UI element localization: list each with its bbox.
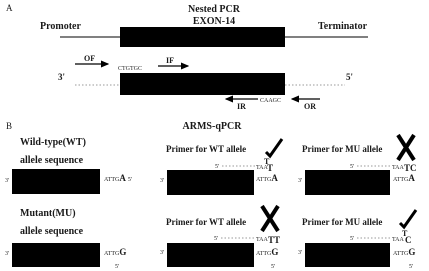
wt-seq-base: A <box>119 173 126 183</box>
mu-seq-base: G <box>119 247 127 257</box>
row1-mid-3prime: 3' <box>160 178 165 184</box>
row1-right-seq-base: A <box>408 173 415 183</box>
row1-right-seq <box>393 173 415 183</box>
primer-wt-label-row1: Primer for WT allele <box>166 144 247 154</box>
row2-mid-tail-t2: T <box>274 235 281 245</box>
row2-right-primer-tail: C <box>405 235 412 245</box>
strand-5prime-label: 5' <box>346 72 354 82</box>
mu-seq-3prime: 3' <box>5 251 10 257</box>
row1-primer-top-left: T <box>264 157 270 166</box>
row1-mid-allele-box <box>167 170 254 195</box>
row2-mid-primer-tail <box>268 235 280 245</box>
row1-right-primer-tail <box>404 163 417 173</box>
mu-label-line1: Mutant(MU) <box>20 208 76 219</box>
row1-right-3prime: 3' <box>298 178 303 184</box>
row2-right-seq-prefix: ATTG <box>393 251 409 257</box>
row2-mid-seq <box>256 247 278 257</box>
row1-right-tail-c: C <box>410 163 417 173</box>
exon-label: EXON-14 <box>192 16 236 27</box>
row1-mid-seq-base: A <box>271 173 278 183</box>
row1-right-seq-prefix: ATTG <box>393 177 409 183</box>
row1-primer-5prime-left: 5' <box>215 164 220 170</box>
promoter-label: Promoter <box>40 21 81 32</box>
nested-pcr-title: Nested PCR <box>188 4 240 15</box>
strand-3prime-label: 3' <box>58 72 66 82</box>
row1-primer-tail-left: T <box>267 163 274 173</box>
row1-mid-seq-prefix: ATTG <box>256 177 272 183</box>
primer-wt-label-row2: Primer for WT allele <box>166 217 247 227</box>
mu-seq-prefix: ATTG <box>104 251 120 257</box>
primer-mu-label-row1: Primer for MU allele <box>302 144 383 154</box>
forward-seq: CTGTGC <box>118 66 142 72</box>
wt-allele-box <box>12 169 100 194</box>
wt-seq-3prime: 3' <box>5 178 10 184</box>
row2-right-3prime: 3' <box>298 250 303 256</box>
terminator-label: Terminator <box>318 21 368 32</box>
row1-mid-seq <box>256 173 278 183</box>
row2-right-seq-base: G <box>408 247 416 257</box>
row2-mid-5prime: 5' <box>214 236 219 242</box>
exon-box-bottom <box>120 73 285 95</box>
cross-icon-row2 <box>262 206 278 231</box>
checkmark-icon-row2 <box>400 210 416 227</box>
row2-mid-seq-base: G <box>271 247 279 257</box>
row2-right-primer-top: T <box>402 229 408 238</box>
mu-seq-5prime: 5' <box>115 264 120 270</box>
checkmark-icon <box>266 139 282 156</box>
mu-label-line2: allele sequence <box>20 226 84 237</box>
exon-box-top <box>120 27 285 47</box>
arms-qpcr-title: ARMS-qPCR <box>182 121 242 132</box>
primer-if-label: IF <box>166 56 174 65</box>
row2-mid-allele-box <box>167 243 254 267</box>
primer-of-label: OF <box>84 54 96 63</box>
row2-right-seq-5prime: 5' <box>409 264 414 270</box>
row1-right-primer-prefix: TAA <box>392 165 404 171</box>
mu-allele-box <box>12 243 100 267</box>
row2-right-seq <box>393 247 415 257</box>
row1-right-tail-t: T <box>404 163 411 173</box>
wt-seq-5prime: 5' <box>127 177 132 183</box>
row2-mid-seq-prefix: ATTG <box>256 251 272 257</box>
wt-label-line2: allele sequence <box>20 155 84 166</box>
wt-label-line1: Wild-type(WT) <box>20 137 86 148</box>
row2-mid-seq-5prime: 5' <box>271 264 276 270</box>
row2-right-5prime: 5' <box>350 236 355 242</box>
row2-right-allele-box <box>305 243 390 267</box>
mu-seq-text <box>104 247 126 257</box>
row2-mid-primer-prefix: TAA <box>256 237 268 243</box>
primer-mu-label-row2: Primer for MU allele <box>302 217 383 227</box>
row1-primer-prefix-left: TAA <box>256 165 268 171</box>
row2-mid-3prime: 3' <box>160 250 165 256</box>
panel-a-label: A <box>6 3 13 13</box>
row1-right-allele-box <box>305 170 390 195</box>
cross-icon <box>398 135 414 160</box>
primer-ir-label: IR <box>237 102 246 111</box>
primer-or-label: OR <box>304 102 316 111</box>
reverse-seq: CAAGC <box>260 98 282 104</box>
row2-mid-tail-t1: T <box>268 235 275 245</box>
row1-right-5prime: 5' <box>350 164 355 170</box>
wt-seq-text <box>104 173 132 183</box>
panel-b-label: B <box>6 121 13 131</box>
row2-right-primer-prefix: TAA <box>392 237 404 243</box>
wt-seq-prefix: ATTG <box>104 177 120 183</box>
